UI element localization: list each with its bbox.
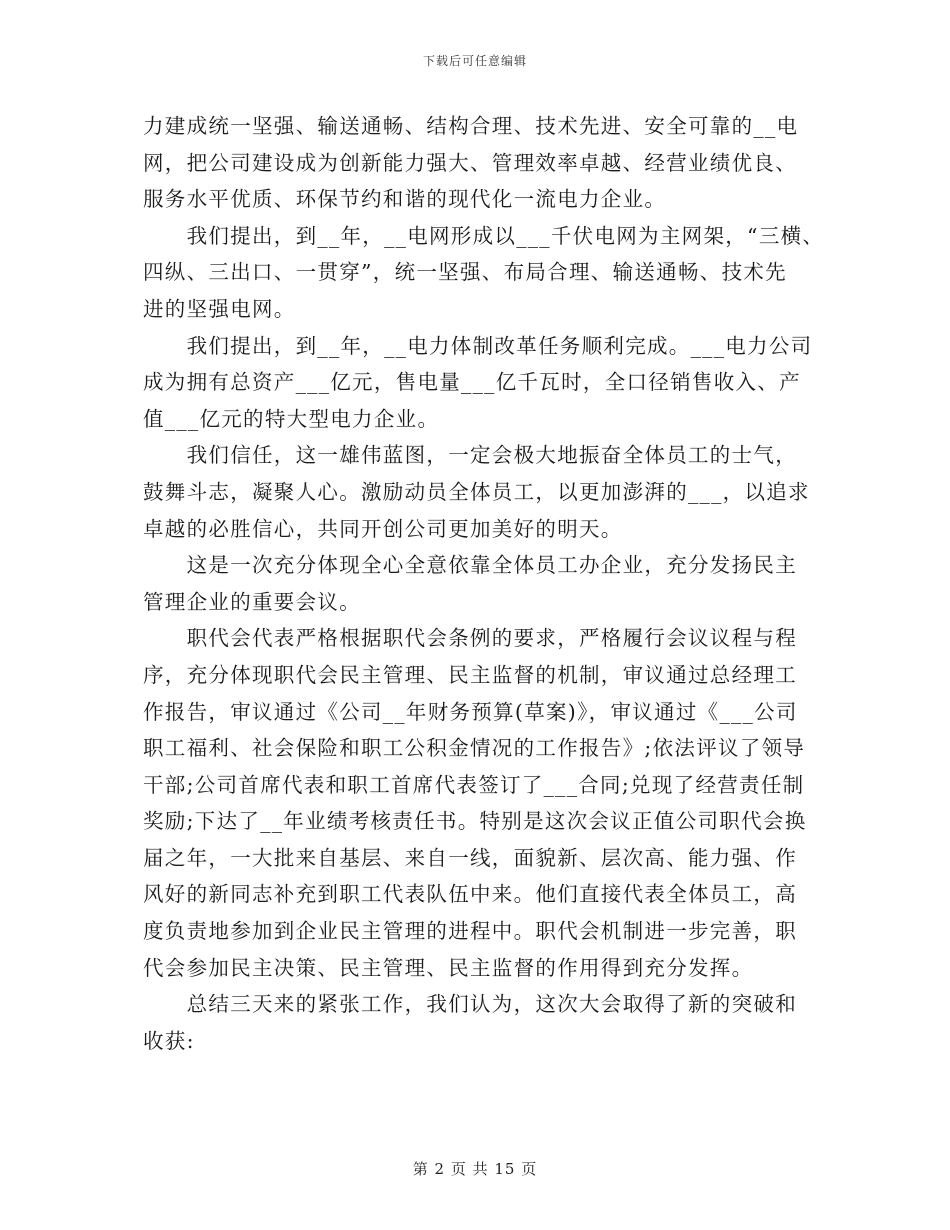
text-line: 力建成统一坚强、输送通畅、结构合理、技术先进、安全可靠的__电 [143, 114, 799, 138]
text-line: 总结三天来的紧张工作，我们认为，这次大会取得了新的突破和 [143, 992, 797, 1017]
text-line: 届之年，一大批来自基层、来自一线，面貌新、层次高、能力强、作 [143, 845, 797, 870]
paragraph-5 [143, 547, 808, 620]
text-line: 成为拥有总资产___亿元，售电量___亿千瓦时，全口径销售收入、产 [143, 370, 801, 395]
page-header: 下载后可任意编辑 [422, 54, 527, 68]
paragraph-7 [143, 986, 808, 1059]
text-line: 我们提出，到__年，__电网形成以___千伏电网为主网架，“三横、 [143, 223, 825, 248]
text-line: 度负责地参加到企业民主管理的进程中。职代会机制进一步完善，职 [143, 919, 797, 944]
text-line: 序，充分体现职代会民主管理、民主监督的机制，审议通过总经理工 [143, 662, 797, 687]
text-line: 管理企业的重要会议。 [143, 589, 361, 614]
text-line: 服务水平优质、环保节约和谐的现代化一流电力企业。 [143, 187, 667, 212]
text-line: 奖励;下达了__年业绩考核责任书。特别是这次会议正值公司职代会换 [143, 809, 807, 834]
page-number: 第 2 页 共 15 页 [412, 1160, 538, 1178]
paragraph-6 [143, 620, 808, 986]
text-line: 我们提出，到__年，__电力体制改革任务顺利完成。___电力公司 [143, 333, 813, 358]
text-line: 职工福利、社会保险和职工公积金情况的工作报告》;依法评议了领导 [143, 736, 806, 761]
text-line: 进的坚强电网。 [143, 296, 296, 321]
text-line: 风好的新同志补充到职工代表队伍中来。他们直接代表全体员工，高 [143, 882, 797, 907]
paragraph-3 [143, 328, 813, 438]
text-line: 干部;公司首席代表和职工首席代表签订了___合同;兑现了经营责任制 [143, 772, 805, 797]
text-line: 收获: [143, 1028, 195, 1053]
text-line: 我们信任，这一雄伟蓝图，一定会极大地振奋全体员工的士气， [143, 443, 797, 468]
text-line: 作报告，审议通过《公司__年财务预算(草案)》，审议通过《___公司 [143, 699, 798, 724]
text-line: 代会参加民主决策、民主管理、民主监督的作用得到充分发挥。 [143, 955, 754, 980]
text-line: 卓越的必胜信心，共同开创公司更加美好的明天。 [143, 516, 623, 541]
document-body [143, 108, 825, 1059]
text-line: 鼓舞斗志，凝聚人心。激励动员全体员工，以更加澎湃的___，以追求 [143, 479, 810, 504]
text-line: 网，把公司建设成为创新能力强大、管理效率卓越、经营业绩优良、 [143, 150, 797, 175]
text-line: 这是一次充分体现全心全意依靠全体员工办企业，充分发扬民主 [143, 553, 797, 578]
paragraph-1 [143, 108, 808, 218]
paragraph-2 [143, 218, 825, 328]
text-line: 职代会代表严格根据职代会条例的要求，严格履行会议议程与程 [143, 626, 797, 651]
paragraph-4 [143, 437, 808, 547]
text-line: 值___亿元的特大型电力企业。 [143, 406, 440, 431]
text-line: 四纵、三出口、一贯穿”，统一坚强、布局合理、输送通畅、技术先 [143, 260, 787, 285]
